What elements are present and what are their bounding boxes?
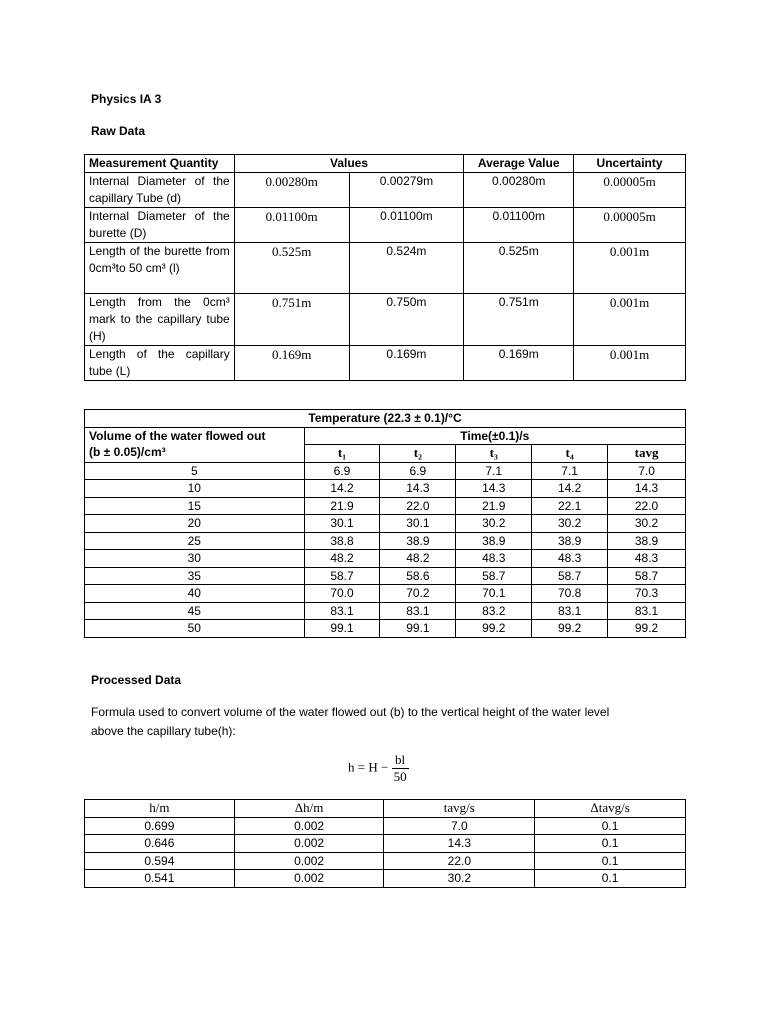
volume-cell: 10 [85, 480, 305, 498]
time-cell: 99.1 [304, 620, 380, 638]
table-row [85, 532, 686, 550]
table-row [85, 870, 686, 888]
col-t3: t₃ [456, 445, 532, 463]
time-cell: 38.9 [532, 532, 608, 550]
time-cell: 14.3 [608, 480, 686, 498]
time-cell: 30.1 [380, 515, 456, 533]
volume-header-line-2: (b ± 0.05)/cm³ [89, 445, 166, 459]
table-row [85, 173, 686, 208]
value-cell: 0.002 [234, 870, 384, 888]
volume-cell: 35 [85, 567, 305, 585]
value-cell: 30.2 [384, 870, 535, 888]
table-row [85, 462, 686, 480]
header-uncertainty: Uncertainty [574, 155, 686, 173]
time-cell: 70.1 [456, 585, 532, 603]
value-cell: 0.750m [349, 294, 464, 346]
value-cell: 0.01100m [234, 208, 349, 243]
header-delta-tavg: Δtavg/s [535, 800, 686, 818]
table-row [85, 243, 686, 294]
formula-description-line-1: Formula used to convert volume of the water flowed out (b) to the vertical height of the water level [91, 705, 610, 719]
value-cell: 0.1 [535, 852, 686, 870]
uncertainty-cell: 0.001m [574, 346, 686, 381]
temperature-header: Temperature (22.3 ± 0.1)/°C [85, 410, 686, 428]
time-cell: 70.0 [304, 585, 380, 603]
uncertainty-cell: 0.001m [574, 294, 686, 346]
value-cell: 0.002 [234, 835, 384, 853]
row-label: Length from the 0cm³ mark to the capillary tube (H) [85, 294, 235, 346]
formula-numerator: bl [392, 752, 409, 769]
value-cell: 0.00279m [349, 173, 464, 208]
row-label: Length of the burette from 0cm³to 50 cm³ (l) [85, 243, 235, 294]
time-cell: 99.1 [380, 620, 456, 638]
time-cell: 99.2 [608, 620, 686, 638]
temperature-row [85, 410, 686, 428]
time-cell: 14.2 [304, 480, 380, 498]
time-cell: 83.1 [304, 602, 380, 620]
table-row [85, 620, 686, 638]
volume-cell: 30 [85, 550, 305, 568]
value-cell: 14.3 [384, 835, 535, 853]
processed-data-table [84, 799, 686, 888]
time-cell: 83.1 [532, 602, 608, 620]
average-cell: 0.751m [464, 294, 574, 346]
volume-cell: 50 [85, 620, 305, 638]
table-row [85, 346, 686, 381]
table-header-row [85, 155, 686, 173]
value-cell: 0.541 [85, 870, 235, 888]
row-label: Internal Diameter of the capillary Tube (d) [85, 173, 235, 208]
volume-cell: 5 [85, 462, 305, 480]
time-cell: 48.2 [380, 550, 456, 568]
uncertainty-cell: 0.00005m [574, 208, 686, 243]
header-average-value: Average Value [464, 155, 574, 173]
uncertainty-cell: 0.001m [574, 243, 686, 294]
time-cell: 99.2 [456, 620, 532, 638]
volume-header-line-1: Volume of the water flowed out [89, 428, 266, 443]
average-cell: 0.169m [464, 346, 574, 381]
uncertainty-cell: 0.00005m [574, 173, 686, 208]
time-cell: 14.2 [532, 480, 608, 498]
table-row [85, 602, 686, 620]
time-header: Time(±0.1)/s [304, 427, 685, 445]
time-cell: 70.8 [532, 585, 608, 603]
table-row [85, 497, 686, 515]
header-measurement-quantity: Measurement Quantity [85, 155, 235, 173]
value-cell: 22.0 [384, 852, 535, 870]
time-cell: 70.2 [380, 585, 456, 603]
header-values: Values [234, 155, 464, 173]
volume-header [85, 427, 305, 462]
time-cell: 21.9 [456, 497, 532, 515]
table-row [85, 852, 686, 870]
average-cell: 0.00280m [464, 173, 574, 208]
time-cell: 99.2 [532, 620, 608, 638]
time-cell: 83.1 [608, 602, 686, 620]
time-cell: 58.7 [456, 567, 532, 585]
value-cell: 0.169m [234, 346, 349, 381]
time-cell: 30.1 [304, 515, 380, 533]
volume-cell: 15 [85, 497, 305, 515]
time-cell: 30.2 [532, 515, 608, 533]
formula-denominator: 50 [393, 769, 407, 784]
value-cell: 0.1 [535, 870, 686, 888]
time-cell: 83.1 [380, 602, 456, 620]
value-cell: 0.594 [85, 852, 235, 870]
formula-fraction [392, 752, 409, 785]
value-cell: 0.002 [234, 817, 384, 835]
average-cell: 0.01100m [464, 208, 574, 243]
table-row [85, 835, 686, 853]
time-cell: 14.3 [456, 480, 532, 498]
time-cell: 22.0 [608, 497, 686, 515]
value-cell: 0.169m [349, 346, 464, 381]
header-row [85, 800, 686, 818]
time-cell: 22.1 [532, 497, 608, 515]
table-row [85, 585, 686, 603]
volume-cell: 45 [85, 602, 305, 620]
header-h: h/m [85, 800, 235, 818]
time-cell: 58.7 [532, 567, 608, 585]
value-cell: 0.525m [234, 243, 349, 294]
processed-data-heading: Processed Data [91, 673, 182, 687]
time-cell: 58.7 [304, 567, 380, 585]
volume-cell: 20 [85, 515, 305, 533]
row-label: Internal Diameter of the burette (D) [85, 208, 235, 243]
volume-cell: 40 [85, 585, 305, 603]
time-cell: 58.7 [608, 567, 686, 585]
page-title: Physics IA 3 [91, 92, 162, 106]
time-cell: 7.0 [608, 462, 686, 480]
value-cell: 7.0 [384, 817, 535, 835]
average-cell: 0.525m [464, 243, 574, 294]
time-cell: 48.3 [456, 550, 532, 568]
time-cell: 48.2 [304, 550, 380, 568]
value-cell: 0.002 [234, 852, 384, 870]
time-cell: 38.9 [380, 532, 456, 550]
col-t4: t₄ [532, 445, 608, 463]
time-cell: 58.6 [380, 567, 456, 585]
time-cell: 6.9 [304, 462, 380, 480]
value-cell: 0.646 [85, 835, 235, 853]
time-cell: 7.1 [532, 462, 608, 480]
time-cell: 38.9 [608, 532, 686, 550]
row-label: Length of the capillary tube (L) [85, 346, 235, 381]
table-row [85, 480, 686, 498]
formula [348, 752, 409, 785]
time-cell: 7.1 [456, 462, 532, 480]
table-row [85, 515, 686, 533]
col-tavg: tavg [608, 445, 686, 463]
table-row [85, 567, 686, 585]
time-cell: 48.3 [608, 550, 686, 568]
header-tavg: tavg/s [384, 800, 535, 818]
value-cell: 0.00280m [234, 173, 349, 208]
value-cell: 0.524m [349, 243, 464, 294]
time-data-table [84, 409, 686, 638]
table-row [85, 294, 686, 346]
formula-description-line-2: above the capillary tube(h): [91, 724, 236, 738]
col-t2: t₂ [380, 445, 456, 463]
raw-data-table [84, 154, 686, 381]
time-cell: 83.2 [456, 602, 532, 620]
time-cell: 38.8 [304, 532, 380, 550]
time-cell: 38.9 [456, 532, 532, 550]
raw-data-heading: Raw Data [91, 124, 146, 138]
table-row [85, 817, 686, 835]
header-row [85, 427, 686, 445]
value-cell: 0.1 [535, 835, 686, 853]
formula-lhs: h = H − [348, 759, 389, 775]
col-t1: t₁ [304, 445, 380, 463]
time-cell: 21.9 [304, 497, 380, 515]
time-cell: 6.9 [380, 462, 456, 480]
value-cell: 0.751m [234, 294, 349, 346]
value-cell: 0.1 [535, 817, 686, 835]
table-row [85, 208, 686, 243]
time-cell: 70.3 [608, 585, 686, 603]
volume-cell: 25 [85, 532, 305, 550]
table-row [85, 550, 686, 568]
time-cell: 30.2 [608, 515, 686, 533]
value-cell: 0.01100m [349, 208, 464, 243]
time-cell: 14.3 [380, 480, 456, 498]
header-delta-h: Δh/m [234, 800, 384, 818]
value-cell: 0.699 [85, 817, 235, 835]
time-cell: 48.3 [532, 550, 608, 568]
time-cell: 22.0 [380, 497, 456, 515]
time-cell: 30.2 [456, 515, 532, 533]
